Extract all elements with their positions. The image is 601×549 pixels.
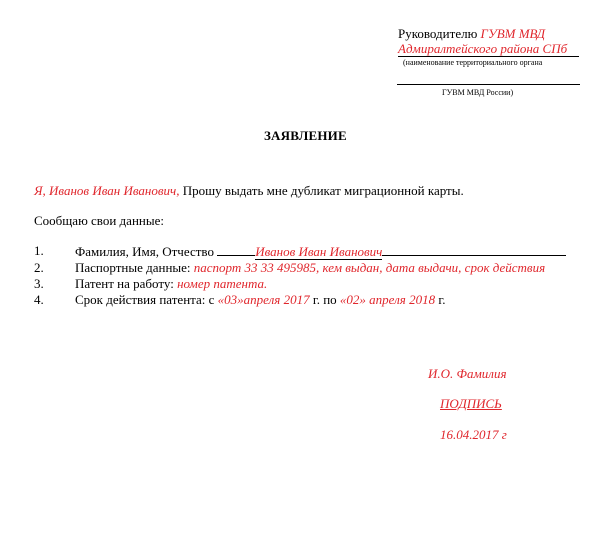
list-item-number: 2. [34, 260, 44, 275]
patent-term-to: «02» апреля 2018 [339, 292, 436, 307]
signature-date: 16.04.2017 г [440, 427, 507, 442]
addressee-prefix: Руководителю [398, 26, 478, 41]
full-name-value: Иванов Иван Иванович [255, 244, 383, 259]
addressee-org-line-2: Адмиралтейского района СПб [398, 41, 568, 56]
full-name-label: Фамилия, Имя, Отчество [75, 244, 218, 259]
patent-value: номер патента. [177, 276, 268, 291]
signature: ПОДПИСЬ [440, 396, 502, 411]
data-list [34, 243, 594, 313]
applicant-name: Я, Иванов Иван Иванович, [34, 183, 180, 198]
patent-label: Патент на работу: [75, 276, 178, 291]
patent-term-middle: г. по [309, 292, 340, 307]
document-title: ЗАЯВЛЕНИЕ [264, 128, 347, 143]
list-item-number: 4. [34, 292, 44, 307]
addressee-line-1 [398, 26, 545, 42]
list-item-text [75, 276, 267, 291]
blank-underline [382, 243, 566, 256]
list-item-text [75, 243, 566, 259]
passport-value: паспорт 33 33 495985, кем выдан, дата выдачи, срок действия [193, 260, 546, 275]
addressee-caption-gvum: ГУВМ МВД России) [442, 88, 514, 97]
report-heading: Сообщаю свои данные: [34, 213, 164, 228]
addressee-blank-rule [397, 84, 580, 85]
blank-underline [217, 243, 255, 256]
passport-label: Паспортные данные: [75, 260, 194, 275]
patent-term-from: «03»апреля 2017 [217, 292, 310, 307]
intro-paragraph [34, 183, 464, 199]
addressee-line-2 [398, 41, 579, 57]
list-item-text [75, 292, 445, 307]
signatory-name: И.О. Фамилия [428, 366, 507, 381]
list-item-number: 3. [34, 276, 44, 291]
request-text: Прошу выдать мне дубликат миграционной карты. [179, 183, 464, 198]
list-item-text [75, 260, 545, 275]
addressee-caption-territorial: (наименование территориального органа [403, 58, 543, 67]
patent-term-label: Срок действия патента: с [75, 292, 218, 307]
list-item-number: 1. [34, 243, 44, 258]
patent-term-end: г. [435, 292, 446, 307]
addressee-org-line-1: ГУВМ МВД [480, 26, 546, 41]
